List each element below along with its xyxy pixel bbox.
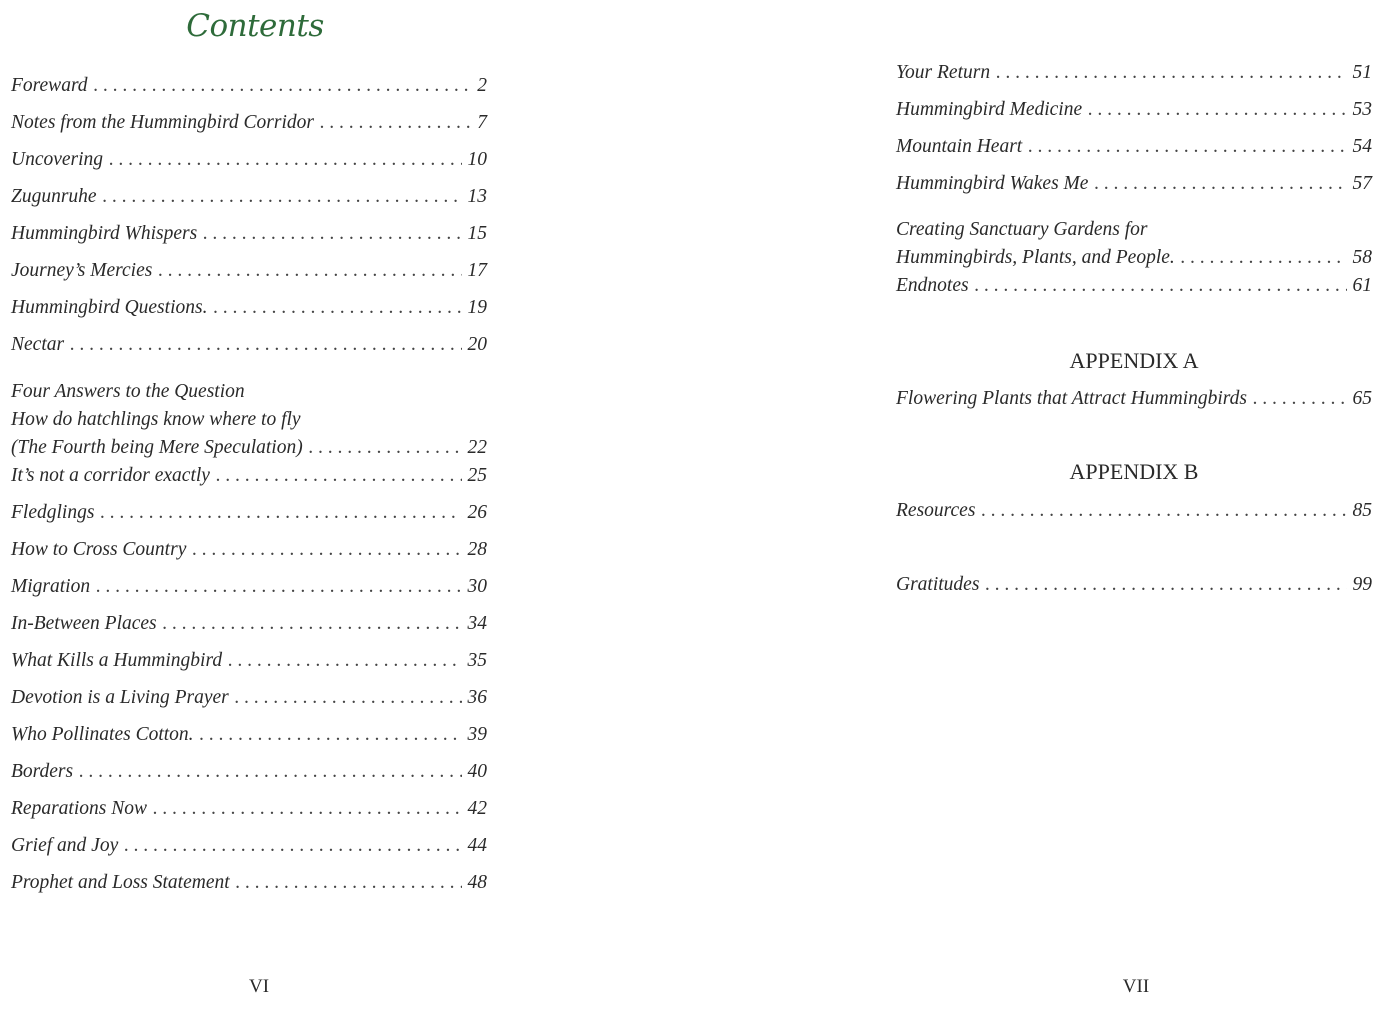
toc-entry-page: 7: [477, 112, 487, 133]
toc-entry-page: 13: [467, 186, 487, 207]
dot-leader: [79, 758, 461, 786]
toc-entry-title: Hummingbird Questions.: [11, 297, 208, 318]
appendix-b-heading: APPENDIX B: [1069, 459, 1199, 484]
toc-entry[interactable]: [11, 610, 487, 647]
dot-leader: [103, 183, 462, 211]
toc-entry-title-line: Creating Sanctuary Gardens for: [896, 219, 1148, 240]
toc-entry-title: In-Between Places: [11, 613, 157, 634]
toc-entry[interactable]: [11, 684, 487, 721]
dot-leader: [1028, 133, 1346, 161]
toc-entry-page: 65: [1352, 388, 1372, 409]
dot-leader: [216, 462, 462, 490]
dot-leader: [981, 497, 1346, 525]
toc-entry[interactable]: [896, 59, 1372, 96]
toc-entry-page: 58: [1352, 247, 1372, 268]
toc-entry-title: Mountain Heart: [896, 136, 1023, 157]
dot-leader: [94, 72, 472, 100]
toc-entry[interactable]: [11, 146, 487, 183]
dot-leader: [975, 272, 1347, 300]
toc-entry[interactable]: [11, 257, 487, 294]
toc-entry-page: 17: [467, 260, 487, 281]
toc-entry-title: Devotion is a Living Prayer: [11, 687, 229, 708]
toc-entry-title-line: How do hatchlings know where to fly: [11, 409, 301, 430]
toc-entry-page: 28: [467, 539, 487, 560]
toc-entry[interactable]: [11, 368, 487, 462]
toc-entry-title: Who Pollinates Cotton.: [11, 724, 194, 745]
toc-entry-title: [11, 378, 303, 462]
toc-entry-title: What Kills a Hummingbird: [11, 650, 223, 671]
toc-entry-page: 48: [467, 872, 487, 893]
toc-entry-title: Zugunruhe: [11, 186, 97, 207]
toc-entry-page: 53: [1352, 99, 1372, 120]
dot-leader: [228, 647, 461, 675]
toc-entry[interactable]: [11, 109, 487, 146]
toc-entry-title: Endnotes: [896, 275, 969, 296]
toc-entry-title: It’s not a corridor exactly: [11, 465, 210, 486]
toc-entry-page: 35: [467, 650, 487, 671]
dot-leader: [100, 499, 461, 527]
dot-leader: [153, 795, 462, 823]
toc-entry[interactable]: [11, 220, 487, 257]
dot-leader: [236, 869, 462, 897]
dot-leader: [320, 109, 471, 137]
dot-leader: [203, 220, 461, 248]
toc-entry[interactable]: [896, 272, 1372, 309]
toc-entry-page: 42: [467, 798, 487, 819]
toc-entry-page: 36: [467, 687, 487, 708]
toc-entry-page: 22: [467, 437, 487, 458]
dot-leader: [163, 610, 462, 638]
dot-leader: [309, 434, 462, 462]
toc-entry-title: How to Cross Country: [11, 539, 187, 560]
toc-entry-title: Resources: [896, 500, 976, 521]
toc-entry-title: Hummingbird Whispers: [11, 223, 198, 244]
dot-leader: [124, 832, 461, 860]
toc-entry-title: Reparations Now: [11, 798, 147, 819]
toc-entry-page: 44: [467, 835, 487, 856]
toc-entry-page: 40: [467, 761, 487, 782]
toc-entry-page: 19: [467, 297, 487, 318]
toc-entry-title: Flowering Plants that Attract Hummingbirds: [896, 388, 1248, 409]
toc-list-right: [896, 59, 1372, 309]
toc-entry-page: 85: [1352, 500, 1372, 521]
toc-entry-page: 30: [467, 576, 487, 597]
dot-leader: [1181, 244, 1347, 272]
toc-entry-title: Gratitudes: [896, 574, 980, 595]
toc-entry-title: Nectar: [11, 334, 65, 355]
toc-entry[interactable]: [896, 170, 1372, 207]
toc-entry[interactable]: [11, 499, 487, 536]
dot-leader: [200, 721, 462, 749]
right-page: [700, 0, 1400, 1012]
dot-leader: [235, 684, 462, 712]
appendix-a-heading: APPENDIX A: [1069, 348, 1199, 373]
toc-entry[interactable]: [11, 795, 487, 832]
toc-entry[interactable]: [11, 331, 487, 368]
contents-title: Contents: [186, 8, 324, 44]
toc-entry[interactable]: [896, 207, 1372, 272]
toc-entry-page: 61: [1352, 275, 1372, 296]
toc-entry[interactable]: [11, 647, 487, 684]
toc-entry-page: 34: [467, 613, 487, 634]
dot-leader: [1088, 96, 1346, 124]
toc-entry[interactable]: [11, 183, 487, 220]
toc-entry-title: [896, 216, 1175, 272]
toc-entry-page: 99: [1352, 574, 1372, 595]
toc-entry-title: Journey’s Mercies: [11, 260, 153, 281]
toc-entry[interactable]: [896, 133, 1372, 170]
toc-entry[interactable]: [11, 832, 487, 869]
toc-entry-page: 2: [477, 75, 487, 96]
toc-entry[interactable]: [896, 385, 1372, 422]
dot-leader: [1094, 170, 1346, 198]
toc-entry[interactable]: [11, 72, 487, 109]
appendix-b-list: [896, 497, 1372, 534]
toc-entry[interactable]: [11, 294, 487, 331]
toc-entry[interactable]: [896, 96, 1372, 133]
toc-entry-title: Your Return: [896, 62, 991, 83]
toc-list-left: [11, 72, 487, 906]
toc-entry[interactable]: [11, 462, 487, 499]
toc-entry-title: Foreward: [11, 75, 88, 96]
toc-entry-page: 15: [467, 223, 487, 244]
toc-entry-title: Hummingbird Medicine: [896, 99, 1083, 120]
toc-entry-page: 10: [467, 149, 487, 170]
dot-leader: [192, 536, 461, 564]
toc-entry-title: Hummingbird Wakes Me: [896, 173, 1089, 194]
dot-leader: [213, 294, 461, 322]
dot-leader: [1253, 385, 1346, 413]
dot-leader: [985, 571, 1346, 599]
toc-entry-title: Uncovering: [11, 149, 104, 170]
toc-entry-title-line: Hummingbirds, Plants, and People.: [896, 247, 1175, 268]
toc-entry-title: Notes from the Hummingbird Corridor: [11, 112, 314, 133]
toc-entry[interactable]: [11, 869, 487, 906]
toc-entry-title: Fledglings: [11, 502, 95, 523]
toc-entry[interactable]: [896, 497, 1372, 534]
toc-entry-title-line: (The Fourth being Mere Speculation): [11, 437, 303, 458]
toc-entry-page: 57: [1352, 173, 1372, 194]
toc-entry-title: Prophet and Loss Statement: [11, 872, 230, 893]
page-number-right: VII: [1122, 976, 1150, 997]
toc-entry-title: Grief and Joy: [11, 835, 119, 856]
toc-entry-gratitudes[interactable]: [896, 571, 1372, 608]
toc-entry[interactable]: [11, 721, 487, 758]
dot-leader: [96, 573, 461, 601]
toc-entry-page: 20: [467, 334, 487, 355]
dot-leader: [70, 331, 461, 359]
toc-entry-title: Migration: [11, 576, 91, 597]
toc-entry-title-line: Four Answers to the Question: [11, 381, 245, 402]
toc-entry-title: Borders: [11, 761, 74, 782]
appendix-a-list: [896, 385, 1372, 422]
toc-entry-page: 26: [467, 502, 487, 523]
toc-entry[interactable]: [11, 536, 487, 573]
toc-entry-page: 54: [1352, 136, 1372, 157]
dot-leader: [109, 146, 461, 174]
toc-entry[interactable]: [11, 573, 487, 610]
dot-leader: [158, 257, 461, 285]
toc-entry-page: 25: [467, 465, 487, 486]
dot-leader: [996, 59, 1346, 87]
toc-entry-page: 39: [467, 724, 487, 745]
gratitudes-list: [896, 571, 1372, 608]
page-number-left: VI: [248, 976, 270, 997]
toc-entry[interactable]: [11, 758, 487, 795]
toc-entry-page: 51: [1352, 62, 1372, 83]
